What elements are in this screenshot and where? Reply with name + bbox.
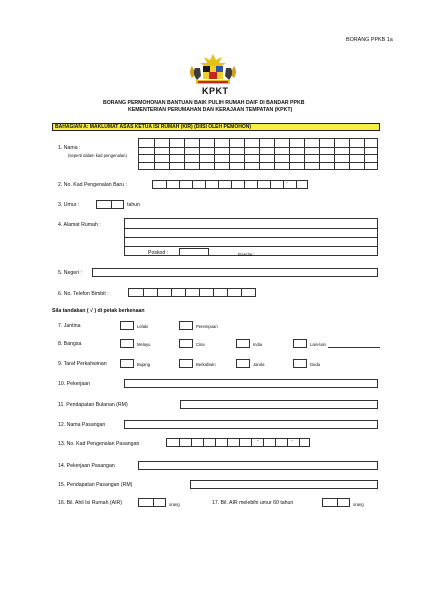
telefon-dash: -: [171, 288, 173, 294]
section-a-banner: [52, 123, 380, 131]
umur-label: 3. Umur :: [58, 202, 80, 208]
telefon-grid[interactable]: [128, 288, 256, 297]
ic-label: 2. No. Kad Pengenalan Baru :: [58, 182, 127, 188]
ic-grid[interactable]: [152, 180, 308, 189]
taraf-label: 9. Taraf Perkahwinan: [58, 361, 107, 367]
bandar-label: Bandar :: [238, 252, 256, 257]
lain-lain-line[interactable]: [328, 347, 380, 348]
alamat-label: 4. Alamat Rumah :: [58, 222, 101, 228]
pekerjaan-pasangan-field[interactable]: [138, 461, 378, 470]
option-cina: Cina: [196, 342, 205, 347]
air-60-orang: orang: [353, 502, 364, 507]
pendapatan-label: 11. Pendapatan Bulanan (RM): [58, 402, 128, 408]
air-label: 16. Bil. Ahli Isi Rumah (AIR): [58, 500, 122, 506]
org-short: KPKT: [202, 86, 229, 96]
title-line-2: KEMENTERIAN PERUMAHAN DAN KERAJAAN TEMPATAN (KPKT): [128, 107, 293, 113]
air-60-box[interactable]: [322, 498, 350, 507]
air-60-label: 17. Bil. AIR melebihi umur 60 tahun: [212, 500, 294, 506]
checkbox-melayu[interactable]: [120, 339, 134, 348]
nama-note: (seperti dalam kad pengenalan): [68, 153, 127, 158]
option-perempuan: Perempuan: [196, 324, 218, 329]
nama-grid[interactable]: [138, 138, 378, 170]
option-duda: Duda: [310, 362, 321, 367]
air-orang: orang: [169, 502, 180, 507]
option-bujang: Bujang: [137, 362, 151, 367]
nama-pasangan-field[interactable]: [124, 420, 378, 429]
pekerjaan-field[interactable]: [124, 379, 378, 388]
option-berkahwin: Berkahwin: [196, 362, 216, 367]
checkbox-bujang[interactable]: [120, 359, 134, 368]
section-a-title: BAHAGIAN A: MAKLUMAT ASAS KETUA ISI RUMAH (KIR) (DIISI OLEH PEMOHON): [55, 124, 252, 130]
checkbox-lain-lain[interactable]: [293, 339, 307, 348]
coat-of-arms-logo: [186, 52, 240, 86]
title-line-1: BORANG PERMOHONAN BANTUAN BAIK PULIH RUMAH DAIF DI BANDAR PPKB: [103, 100, 305, 106]
checkbox-cina[interactable]: [179, 339, 193, 348]
checkbox-berkahwin[interactable]: [179, 359, 193, 368]
pekerjaan-label: 10. Pekerjaan: [58, 381, 91, 387]
option-melayu: Melayu: [137, 342, 151, 347]
ic-pasangan-label: 13. No. Kad Pengenalan Pasangan: [58, 441, 140, 447]
checkbox-india[interactable]: [236, 339, 250, 348]
option-india: India: [253, 342, 263, 347]
pendapatan-pasangan-label: 15. Pendapatan Pasangan (RM): [58, 482, 133, 488]
poskod-box[interactable]: [179, 248, 209, 256]
form-code: BORANG PPKB 1a: [346, 37, 393, 43]
air-box[interactable]: [138, 498, 166, 507]
ic-dash-2: -: [286, 180, 288, 186]
jantina-label: 7. Jantina: [58, 323, 81, 329]
pekerjaan-pasangan-label: 14. Pekerjaan Pasangan: [58, 463, 115, 469]
nama-pasangan-label: 12. Nama Pasangan: [58, 422, 106, 428]
checkbox-duda[interactable]: [293, 359, 307, 368]
poskod-label: Poskod :: [148, 250, 169, 256]
option-lain-lain: Lain-lain: [310, 342, 326, 347]
instruction-text: Sila tandakan ( √ ) di petak berkenaan: [52, 308, 145, 314]
option-lelaki: Lelaki: [137, 324, 148, 329]
pendapatan-pasangan-field[interactable]: [190, 480, 378, 489]
negeri-field[interactable]: [92, 268, 378, 277]
telefon-label: 6. No. Telefon Bimbit :: [58, 291, 109, 297]
checkbox-janda[interactable]: [236, 359, 250, 368]
ic-pasangan-grid[interactable]: [166, 438, 310, 447]
umur-tahun: tahun: [127, 202, 140, 208]
checkbox-perempuan[interactable]: [179, 321, 193, 330]
pendapatan-field[interactable]: [180, 400, 378, 409]
umur-box[interactable]: [96, 200, 124, 209]
ic-dash-1: -: [244, 180, 246, 186]
checkbox-lelaki[interactable]: [120, 321, 134, 330]
nama-label: 1. Nama :: [58, 145, 81, 151]
bangsa-label: 8. Bangsa: [58, 341, 82, 347]
negeri-label: 5. Negeri :: [58, 270, 82, 276]
ic-pasangan-dash-2: -: [291, 438, 293, 444]
option-janda: Janda: [253, 362, 265, 367]
ic-pasangan-dash-1: -: [257, 438, 259, 444]
